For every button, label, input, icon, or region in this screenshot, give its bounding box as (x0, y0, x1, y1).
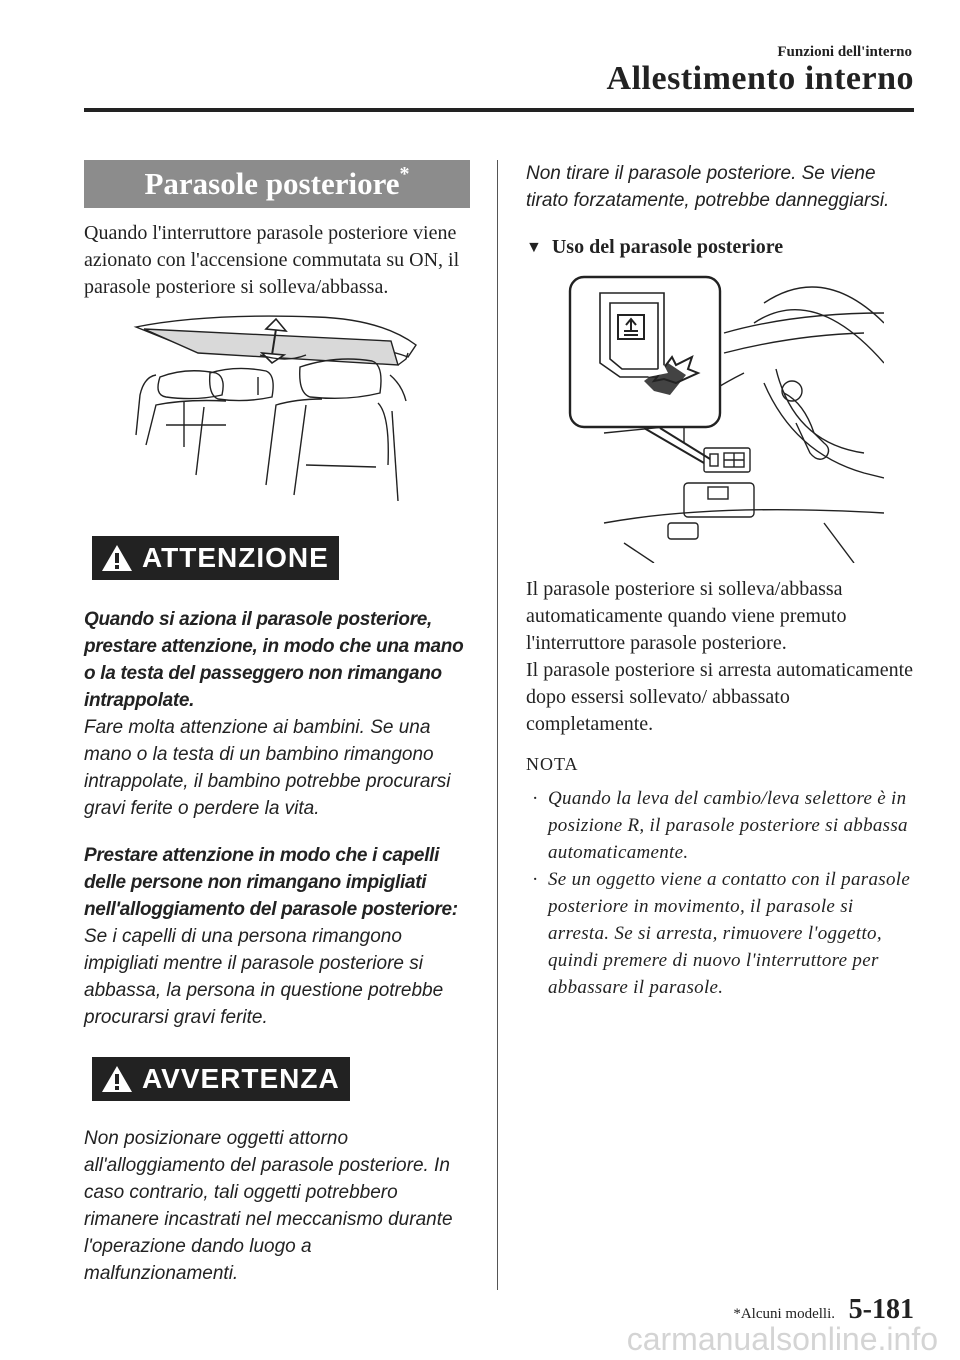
nota-list (526, 785, 916, 1001)
warning-banner-wrap (84, 1057, 470, 1101)
subsection-title: Uso del parasole posteriore (551, 236, 784, 258)
footnote: *Alcuni modelli. (733, 1306, 835, 1322)
right-column (526, 160, 916, 1001)
usage-paragraph-1: Il parasole posteriore si solleva/abbassa automaticamente quando viene premuto l'interruttore parasole posteriore. (526, 578, 847, 654)
warning-label: AVVERTENZA (142, 1063, 340, 1094)
nota-item-text: Quando la leva del cambio/leva selettore è in posizione R, il parasole posteriore si abbassa automaticamente. (548, 788, 908, 863)
some-models-mark: * (399, 162, 410, 185)
warning-triangle-icon (100, 543, 134, 573)
rear-sunshade-illustration (126, 315, 426, 505)
warning-continued-text: Non tirare il parasole posteriore. Se viene tirato forzatamente, potrebbe danneggiarsi. (526, 163, 890, 211)
bullet-dot-icon: · (532, 869, 539, 890)
caution-2-heading: Prestare attenzione in modo che i capelli delle persone non rimangano impigliati nell'alloggiamento del parasole posteriore: (84, 845, 458, 920)
column-divider (497, 160, 498, 1290)
section-title: Parasole posteriore (144, 166, 400, 201)
caution-banner (92, 536, 339, 580)
bullet-dot-icon: · (532, 788, 539, 809)
caution-1-heading: Quando si aziona il parasole posteriore, prestare attenzione, in modo che una mano o la testa del passeggero non rimangano intrappolate. (84, 609, 464, 711)
subsection-heading (526, 236, 916, 259)
section-title-box (84, 160, 470, 208)
warning-banner (92, 1057, 350, 1101)
caution-banner-wrap (84, 536, 470, 580)
chapter-title: Allestimento interno (606, 60, 914, 97)
nota-heading: NOTA (526, 754, 579, 774)
header-rule (84, 108, 914, 112)
nota-item (526, 785, 916, 866)
page-number: 5-181 (848, 1294, 914, 1325)
nota-item-text: Se un oggetto viene a contatto con il parasole posteriore in movimento, il parasole si arresta. Se si arresta, rimuovere l'oggetto, quindi premere di nuovo l'interruttore per abbassare il parasole. (548, 869, 911, 998)
caution-2-text: Se i capelli di una persona rimangono impigliati mentre il parasole posteriore si abbassa, la persona in questione potrebbe procurarsi gravi ferite. (84, 926, 444, 1028)
warning-text: Non posizionare oggetti attorno all'alloggiamento del parasole posteriore. In caso contrario, tali oggetti potrebbero rimanere incastrati nel meccanismo durante l'operazione dando luogo a malfunzionamenti. (84, 1128, 453, 1284)
left-column (84, 160, 470, 1287)
switch-location-illustration (564, 273, 884, 563)
caution-label: ATTENZIONE (142, 542, 329, 573)
intro-paragraph: Quando l'interruttore parasole posteriore viene azionato con l'accensione commutata su ON, il parasole posteriore si solleva/abbassa. (84, 222, 460, 298)
nota-item (526, 866, 916, 1001)
watermark: carmanualsonline.info (626, 1321, 938, 1357)
caution-1-text: Fare molta attenzione ai bambini. Se una mano o la testa di un bambino rimangono intrappolate, il bambino potrebbe procurarsi gravi ferite o perdere la vita. (84, 717, 451, 819)
warning-triangle-icon (100, 1064, 134, 1094)
usage-paragraph-2: Il parasole posteriore si arresta automaticamente dopo essersi sollevato/ abbassato completamente. (526, 659, 914, 735)
section-header: Funzioni dell'interno (777, 44, 912, 60)
triangle-down-icon: ▼ (526, 238, 542, 256)
